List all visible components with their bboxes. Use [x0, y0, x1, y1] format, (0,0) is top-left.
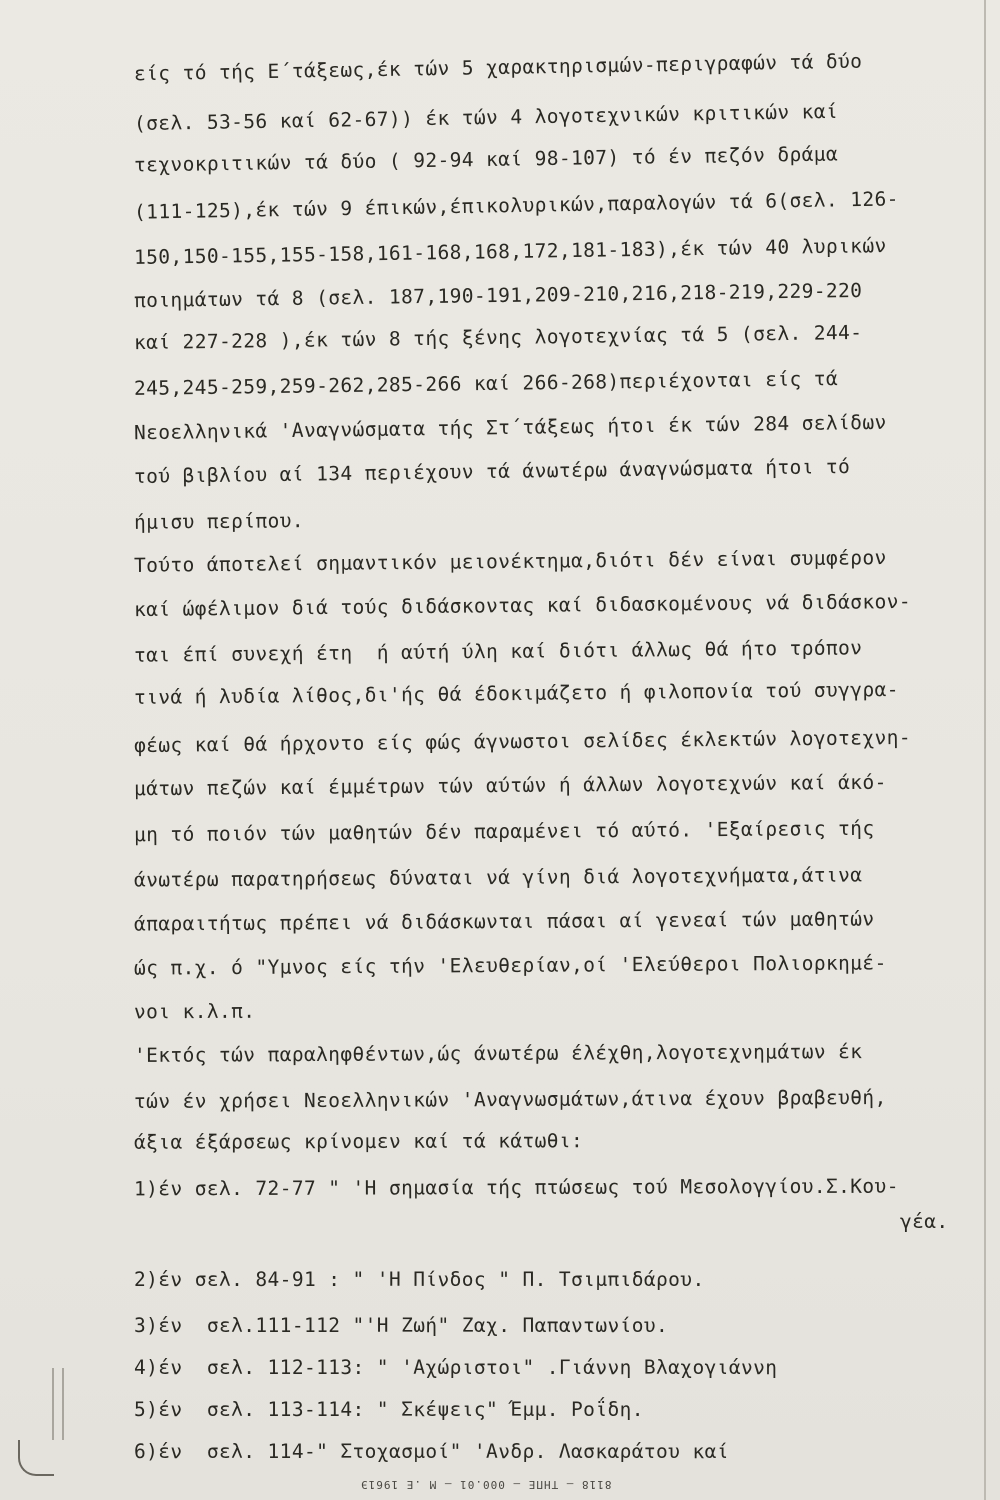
- text-line-5: 150,150-155,155-158,161-168,168,172,181-183),έκ τών 40 λυρικών: [133, 234, 887, 269]
- list-item-3: 3)έν σελ.111-112 "'Η Ζωή" Ζαχ. Παπαντωνίου.: [134, 1314, 669, 1337]
- page-edge-line: [984, 0, 986, 1500]
- text-line-23: 'Εκτός τών παραληφθέντων,ώς άνωτέρω έλέχθη,λογοτεχνημάτων έκ: [133, 1040, 863, 1067]
- text-line-2: (σελ. 53-56 καί 62-67)) έκ τών 4 λογοτεχνικών κριτικών καί: [133, 99, 839, 136]
- text-line-10: τού βιβλίου αί 134 περιέχουν τά άνωτέρω άναγνώσματα ήτοι τό: [133, 455, 851, 488]
- text-line-18: μη τό ποιόν τών μαθητών δέν παραμένει τό αύτό. 'Εξαίρεσις τής: [133, 816, 875, 847]
- binding-mark: [52, 1368, 64, 1440]
- corner-curl-mark: [18, 1440, 54, 1476]
- list-item-5: 5)έν σελ. 113-114: " Σκέψεις" Έμμ. Ροΐδη.: [134, 1398, 644, 1421]
- text-line-14: ται έπί συνεχή έτη ή αύτή ύλη καί διότι άλλως θά ήτο τρόπον: [133, 636, 863, 667]
- list-item-1-continuation: γέα.: [900, 1210, 949, 1233]
- text-line-15: τινά ή λυδία λίθος,δι'ής θά έδοκιμάζετο ή φιλοπονία τού συγγρα-: [133, 677, 899, 710]
- list-item-4: 4)έν σελ. 112-113: " 'Αχώριστοι" .Γιάννη Βλαχογιάννη: [134, 1356, 778, 1379]
- text-line-20: άπαραιτήτως πρέπει νά διδάσκωνται πάσαι αί γενεαί τών μαθητών: [133, 907, 875, 936]
- text-line-4: (111-125),έκ τών 9 έπικών,έπικολυρικών,παραλογών τά 6(σελ. 126-: [133, 187, 899, 224]
- text-line-19: άνωτέρω παρατηρήσεως δύναται νά γίνη διά λογοτεχνήματα,άτινα: [133, 863, 863, 892]
- text-line-8: 245,245-259,259-262,285-266 καί 266-268)περιέχονται είς τά: [133, 367, 839, 400]
- list-item-1: 1)έν σελ. 72-77 " 'Η σημασία τής πτώσεως τού Μεσολογγίου.Σ.Κου-: [133, 1174, 899, 1201]
- text-line-21: ώς π.χ. ό "Υμνος είς τήν 'Ελευθερίαν,οί 'Ελεύθεροι Πολιορκημέ-: [133, 951, 887, 980]
- text-line-9: Νεοελληνικά 'Αναγνώσματα τής Στ΄τάξεως ήτοι έκ τών 284 σελίδων: [133, 410, 887, 445]
- text-line-25: άξια έξάρσεως κρίνομεν καί τά κάτωθι:: [133, 1129, 584, 1154]
- text-line-6: ποιημάτων τά 8 (σελ. 187,190-191,209-210,216,218-219,229-220: [133, 278, 863, 313]
- text-line-7: καί 227-228 ),έκ τών 8 τής ξένης λογοτεχνίας τά 5 (σελ. 244-: [133, 320, 863, 355]
- text-line-12: Τούτο άποτελεί σημαντικόν μειονέκτημα,διότι δέν είναι συμφέρον: [133, 546, 887, 577]
- list-item-6: 6)έν σελ. 114-" Στοχασμοί" 'Ανδρ. Λασκαράτου καί: [134, 1440, 729, 1463]
- list-item-2: 2)έν σελ. 84-91 : " 'Η Πίνδος " Π. Τσιμπιδάρου.: [134, 1268, 705, 1291]
- printer-footer: 8118 — ΤΗΠΕ — 000.01 — Μ .Ε 1961Э: [360, 1478, 612, 1491]
- text-line-3: τεχνοκριτικών τά δύο ( 92-94 καί 98-107) τό έν πεζόν δράμα: [133, 142, 839, 177]
- text-line-1: είς τό τής Ε΄τάξεως,έκ τών 5 χαρακτηρισμών-περιγραφών τά δύο: [133, 49, 863, 86]
- text-line-17: μάτων πεζών καί έμμέτρων τών αύτών ή άλλων λογοτεχνών καί άκό-: [133, 770, 887, 801]
- text-line-13: καί ώφέλιμον διά τούς διδάσκοντας καί διδασκομένους νά διδάσκον-: [133, 589, 912, 622]
- text-line-16: φέως καί θά ήρχοντο είς φώς άγνωστοι σελίδες έκλεκτών λογοτεχνη-: [133, 725, 912, 758]
- text-line-22: νοι κ.λ.π.: [133, 999, 256, 1024]
- text-line-24: τών έν χρήσει Νεοελληνικών 'Αναγνωσμάτων,άτινα έχουν βραβευθή,: [133, 1086, 887, 1113]
- text-line-11: ήμισυ περίπου.: [133, 509, 305, 534]
